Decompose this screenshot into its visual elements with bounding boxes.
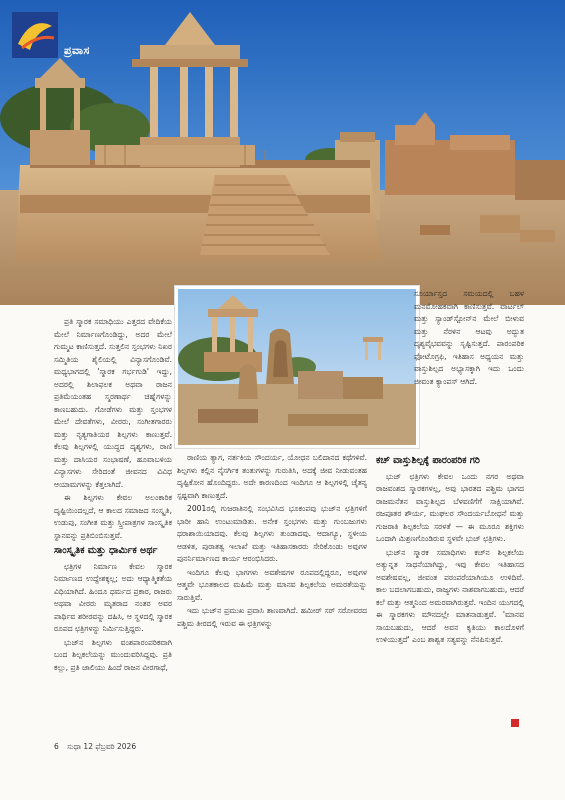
paragraph: ಈ ಶಿಲ್ಪಗಳು ಕೇವಲ ಅಲಂಕಾರಿಕ ದೃಷ್ಟಿಯಿಂದಲ್ಲದೆ, ಆ ಕಾಲದ ಸಮಾಜದ ಸಂಸ್ಕೃತಿ, ಉಡುಪು, ಸಂಗೀತ ಮತ್ತು ಸ್ತ್ರೀಪಾತ್ರಗಳ ಸಾಂಸ್ಕೃತಿಕ ಸ್ಥಾನವನ್ನು ಪ್ರತಿಬಿಂಬಿಸುತ್ತವೆ. [54, 493, 172, 540]
column-3 [376, 452, 524, 648]
paragraph: ಸೂರ್ಯಾಸ್ತದ ಸಮಯದಲ್ಲಿ ಬಹಳ ಮನಮೋಹಕವಾಗಿ ಕಾಣಿಸುತ್ತವೆ. ವಾರ್ಟಲ್ ಮತ್ತು ಸ್ಯಾಂಡ್‌ಸ್ಟೋನ್‌ನ ಮೇಲೆ ಬೀಳುವ ಮತ್ತು ನೆರಳಿನ ಆಟವು ಅದ್ಭುತ ದೃಶ್ಯವೈಭವವನ್ನು ಸೃಷ್ಟಿಸುತ್ತದೆ. ಪಾರಂಪರಿಕ ಫೋಟೊಗ್ರಫಿ, ಇತಿಹಾಸ ಅಧ್ಯಯನ ಮತ್ತು ವಾಸ್ತುಶಿಲ್ಪದ ಅಭ್ಯಾಸಕ್ಕಾಗಿ ಇದು ಒಂದು ಜೀವಂತ ಕ್ಯಾಂಪಸ್ ಆಗಿದೆ. [414, 289, 524, 386]
carved-stone-ruins-photo [178, 289, 416, 445]
page-number: 6 [54, 742, 59, 751]
paragraph: ಪ್ರತಿ ಸ್ಮಾರಕ ಸಮಾಧಿಯು ಎತ್ತರದ ವೇದಿಕೆಯ ಮೇಲೆ ನಿರ್ಮಾಣಗೊಂಡಿದ್ದು, ಅದರ ಮೇಲೆ ಗುಮ್ಮಟ ಕಾಣಿಸುತ್ತದೆ. ಸುತ್ತಲಿನ ಸ್ತಂಭಗಳು ನಿಖರ ಸಮ್ಮಿತಿಯ ಶೈಲಿಯಲ್ಲಿ ವಿನ್ಯಾಸಗೊಂಡಿವೆ. ಮಧ್ಯಭಾಗದಲ್ಲಿ 'ಸ್ಮಾರಕ ಗರ್ಭಗುಡಿ' ಇದ್ದು, ಅದರಲ್ಲಿ ಶಿಲಾಫಲಕ ಅಥವಾ ರಾಜನ ಪ್ರತಿಮೆಯಂತಹ ಸ್ಮರಣಾರ್ಥ ಚಿಹ್ನೆಗಳನ್ನು ಕಾಣಬಹುದು. ಗೋಡೆಗಳು ಮತ್ತು ಸ್ತಂಭಗಳ ಮೇಲೆ ದೇವತೆಗಳು, ವೀರರು, ಸಂಗೀತಗಾರರು ಮತ್ತು ನೃತ್ಯಗಾತಿಯರ ಶಿಲ್ಪಗಳು ಕಾಣುತ್ತವೆ. ಕೆಲವು ಶಿಲ್ಪಗಳಲ್ಲಿ ಯುದ್ಧದ ದೃಶ್ಯಗಳು, ರಾಣಿ ಮತ್ತು ದಾಸಿಯರ ಸಂಭಾಷಣೆ, ಹೂವಾಬಳಿಯ ವಿನ್ಯಾಸಗಳು ಸೇರಿದಂತೆ ಜೀವನದ ವಿವಿಧ ಆಯಾಮಗಳನ್ನು ಕೆತ್ತಲಾಗಿದೆ. [54, 317, 172, 489]
paragraph: ಇಂದಿಗೂ ಕೆಲವು ಭಾಗಗಳು ಅವಶೇಷಗಳ ರೂಪದಲ್ಲಿದ್ದರೂ, ಅವುಗಳ ಆತ್ಮವೇ ಭೂತಕಾಲದ ಮಹಿಮೆ ಮತ್ತು ಮಾನವ ಶಿಲ್ಪಕಲೆಯ ಅಮರತೆಯನ್ನು ಸಾರುತ್ತಿವೆ. [177, 567, 367, 602]
paragraph: ಭುಜ್‌ನ ಸ್ಮಾರಕ ಸಮಾಧಿಗಳು ಕಚ್‌ನ ಶಿಲ್ಪಕಲೆಯ ಅತ್ಯುನ್ನತ ಸಾಧನೆಯಾಗಿದ್ದು, ಇವು ಕೇವಲ ಇತಿಹಾಸದ ಅವಶೇಷವಲ್ಲ, ಜೀವಂತ ಪರಂಪರೆಯಾಗಿಯೂ ಉಳಿದಿವೆ. ಕಾಲ ಬದಲಾಗಬಹುದು, ರಾಜ್ಯಗಳು ನಾಶವಾಗಬಹುದು, ಆದರೆ ಕಲೆ ಮತ್ತು ಆತ್ಮನಿಂದ ಅಮರವಾಗಿರುತ್ತವೆ. ಇಂದಿನ ಯುಗದಲ್ಲಿ ಈ ಸ್ಮಾರಕಗಳು ಮೌನದಲ್ಲೇ ಮಾತನಾಡುತ್ತವೆ. 'ಮಾನವ ಸಾಯಬಹುದು, ಆದರೆ ಅವನ ಕೃತಿಯು ಕಾಲದೊಳಗೆ ಉಳಿಯುತ್ತದೆ' ಎಂಬ ಶಾಶ್ವತ ಸತ್ಯವನ್ನು ನೆನಪಿಸುತ್ತವೆ. [376, 547, 524, 644]
column-3-top [414, 288, 524, 389]
page-footer [54, 742, 142, 752]
magazine-logo-icon [12, 12, 58, 58]
paragraph: ಭುಜ್ ಛತ್ರಿಗಳು ಕೇವಲ ಒಂದು ನಗರ ಅಥವಾ ರಾಜವಂಶದ ಸ್ಮಾರಕಗಳಲ್ಲ, ಅವು ಭಾರತದ ಪಶ್ಚಿಮ ಭಾಗದ ರಾಜಮನೆತನ ವಾಸ್ತುಶಿಲ್ಪದ ಬೆಳವಣಿಗೆಗೆ ಸಾಕ್ಷಿಯಾಗಿವೆ. ರಜಪೂತರ ಶೌರ್ಯ, ಮುಘಲರ ಸೌಂದರ್ಯಬೋಧನೆ ಮತ್ತು ಗುಜರಾತಿ ಶಿಲ್ಪಕಲೆಯ ಸರಳತೆ — ಈ ಮೂರೂ ಶಕ್ತಿಗಳು ಒಂದಾಗಿ ಮಿಶ್ರಣಗೊಂಡಿರುವ ಸ್ಥಳವೇ ಭುಜ್ ಛತ್ರಿಗಳು. [376, 471, 524, 543]
paragraph: ಇದು ಭುಜ್‌ನ ಪ್ರಮುಖ ಪ್ರವಾಸಿ ತಾಣವಾಗಿದೆ. ಹಮೀರ್ ಸರ್ ಸರೋವರದ ಪಶ್ಚಿಮ ತೀರದಲ್ಲಿ ಇರುವ ಈ ಛತ್ರಿಗಳನ್ನು [177, 606, 367, 628]
paragraph: ರಾಣಿಯ ತ್ಯಾಗ, ನರ್ತಕಿಯ ಸೌಂದರ್ಯ, ಯೋಧನ ಬಲಿದಾನದ ಕಥೆಗಳಿವೆ. ಶಿಲ್ಪಗಳು ಕಲ್ಲಿನ ನೈಸರ್ಗಿಕ ತಂತುಗಳನ್ನು ಗುರುತಿಸಿ, ಅದಕ್ಕೆ ಜೀವ ನೀಡುವಂತಹ ದೃಷ್ಟಿಕೋನ ಹೊಂದಿದ್ದರು. ಅದೇ ಕಾರಣದಿಂದ ಇಂದಿಗೂ ಆ ಶಿಲ್ಪಗಳಲ್ಲಿ ಚೈತನ್ಯ ಸ್ಪಷ್ಟವಾಗಿ ಕಾಣುತ್ತದೆ. [177, 453, 367, 500]
paragraph: ಭುಜ್‌ನ ಶಿಲ್ಪಗಳು ವಂಶಪಾರಂಪರಿಕವಾಗಿ ಬಂದ ಶಿಲ್ಪಕಲೆಯನ್ನು ಮುಂದುವರಿಸಿದ್ದವು. ಪ್ರತಿ ಕಲ್ಲು, ಪ್ರತಿ ಜಾಲಿಯು ಹಿಂದೆ ರಾಜನ ವೀರಗಾಥೆ, [54, 637, 172, 672]
subheading: ಸಾಂಸ್ಕೃತಿಕ ಮತ್ತು ಧಾರ್ಮಿಕ ಅರ್ಥ [54, 545, 158, 556]
column-1 [54, 316, 172, 675]
section-label: ಪ್ರವಾಸ [64, 44, 90, 57]
column-2 [177, 452, 367, 631]
paragraph: 2001ರಲ್ಲಿ ಗುಜರಾತಿನಲ್ಲಿ ಸಂಭವಿಸಿದ ಭೂಕಂಪವು ಭುಜ್‌ನ ಛತ್ರಿಗಳಿಗೆ ಭಾರೀ ಹಾನಿ ಉಂಟುಮಾಡಿತು. ಅನೇಕ ಸ್ತಂಭಗಳು ಮತ್ತು ಗುಂಬಜುಗಳು ಧರಾಶಾಯಿಯಾದವು. ಕೆಲವು ಶಿಲ್ಪಗಳು ತುಂಡಾದವು. ಆದಾಗ್ಯೂ, ಸ್ಥಳೀಯ ಆಡಳಿತ, ಪುರಾತತ್ವ ಇಲಾಖೆ ಮತ್ತು ಇತಿಹಾಸಕಾರರು ಸೇರಿಕೊಂಡು ಅವುಗಳ ಪುನರ್ನಿರ್ಮಾಣದ ಕಾರ್ಯ ಆರಂಭಿಸಿದರು. [177, 504, 367, 563]
article-end-mark [511, 719, 519, 727]
paragraph: ಛತ್ರಿಗಳ ನಿರ್ಮಾಣ ಕೇವಲ ಸ್ಮಾರಕ ನಿರ್ಮಾಣದ ಉದ್ದೇಶಕ್ಕಲ್ಲ; ಅದು ಆಧ್ಯಾತ್ಮಿಕತೆಯ ವಿಧಿಯಾಗಿದೆ. ಹಿಂದೂ ಧರ್ಮದ ಪ್ರಕಾರ, ರಾಜರು ಅಥವಾ ವೀರರು ಮೃತರಾದ ನಂತರ ಅವರ ಪಾರ್ಥಿವ ಶರೀರವನ್ನು ದಹಿಸಿ, ಆ ಸ್ಥಳದಲ್ಲಿ ಸ್ಮಾರಕ ರೂಪದ ಛತ್ರಿಗಳನ್ನು ನಿರ್ಮಿಸುತ್ತಿದ್ದರು. [54, 561, 172, 633]
inset-photo [175, 286, 419, 448]
issue-info: ಸುಧಾ 12 ಫೆಬ್ರವರಿ 2026 [67, 742, 137, 751]
subheading: ಕಚ್ ವಾಸ್ತುಶಿಲ್ಪಕ್ಕೆ ಪಾರಂಪರಿಕ ಗರಿ [376, 455, 480, 466]
